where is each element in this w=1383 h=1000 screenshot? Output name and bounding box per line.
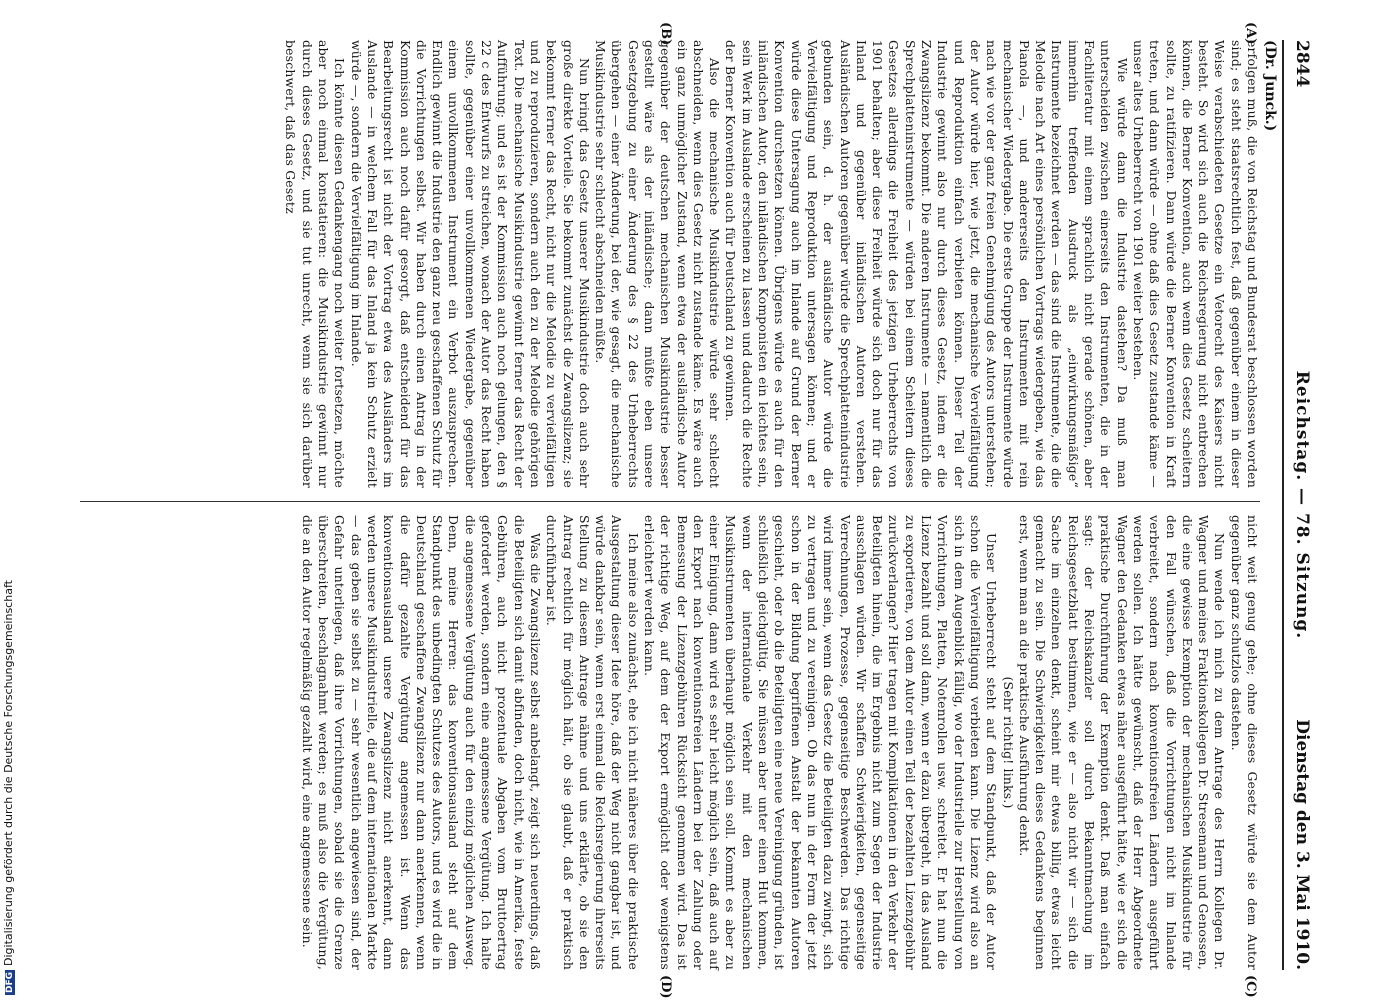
header-rule <box>1282 40 1284 970</box>
document-page <box>10 0 1320 1000</box>
left-column <box>282 40 1260 488</box>
margin-mark-c: (C) <box>1243 975 1258 998</box>
interjection: (Sehr richtig! links.) <box>1000 676 1016 809</box>
margin-mark-b: (B) <box>658 22 673 46</box>
page-header <box>1282 40 1312 970</box>
margin-mark-a: (A) <box>1243 22 1258 45</box>
page-number: 2844 <box>1292 40 1312 88</box>
digitization-footer <box>2 575 18 995</box>
margin-mark-d: (D) <box>658 975 673 999</box>
footer-text: Digitalisierung gefördert durch die Deutsche Forschungsgemeinschaft <box>2 580 15 966</box>
paragraph: Ich meine also zunächst, ehe ich nicht näheres über die praktische Ausgestaltung dieser Idee höre, daß der Weg nicht gangbar ist, und würde dankbar sein, wenn erst einmal die Reichsregierung ihrerseits Stellung zu diesem Antrage nähme und uns erklärte, ob sie den Antrag rechtlich für möglich hält, ob sie glaubt, daß er praktisch durchführbar ist. <box>544 515 641 970</box>
paragraph: nicht weit genug gehe; ohne dieses Gesetz würde sie dem Autor gegenüber ganz schutzlos dastehen. <box>1228 515 1260 970</box>
paragraph: Was die Zwangslizenz selbst anbelangt, zeigt sich neuerdings, daß die Beteiligten sich damit abfinden, doch nicht, wie in Amerika, feste Gebühren, auch nicht prozentuale Abgaben vom Bruttoertrag gefordert werden, sondern eine angemessene Vergütung. Ich halte die angemessene Vergütung auch für den einzig möglichen Ausweg. Denn, meine Herren: das konventionsausland steht auf dem Standpunkt des unbedingten Schutzes des Autors, und es wird die in Deutschland geschaffene Zwangslizenz nur dann anerkennen, wenn die dafür gezahlte Vergütung angemessen ist. Wenn das konventionsausland unsere Zwangslizenz nicht anerkennt, dann werden unsere Musikindustrielle, die auf dem internationalen Markte — das geben sie selbst zu — sehr wesentlich angewiesen sind, der Gefahr unterliegen, daß ihre Vorrichtungen, sobald sie die Grenze überschreiten, beschlagnahmt werden; es muß also die Vergütung, die an den Autor regelmäßig gezahlt wird, eine angemessene sein. <box>299 515 543 970</box>
right-column <box>298 515 1260 970</box>
paragraph: Wie würde dann die Industrie dastehen? Da muß man unterscheiden zwischen einerseits den Instrumenten, die in der Fachliteratur mit einem sprachlich nicht gerade schönen, aber immerhin treffenden Ausdruck als „einwirkungsmäßige“ Instrumente bezeichnet werden — das sind die Instrumente, die die Melodie nach Art eines persönlichen Vortrags wiedergeben, wie das Pianola —, und andererseits den Instrumenten mit rein mechanischer Wiedergabe. Die erste Gruppe der Instrumente würde nach wie vor der ganz freien Genehmigung des Autors unterstehen; der Autor würde hier, wie jetzt, die mechanische Vervielfältigung und Reproduktion einfach verbieten können. Dieser Teil der Industrie gewinnt also nur durch dieses Gesetz, indem er die Zwangslizenz bekommt. Die anderen Instrumente — namentlich die Sprechplatteninstrumente — würden bei einem Scheitern dieses Gesetzes allerdings die Freiheit des jetzigen Urheberrechts von 1901 behalten; aber diese Freiheit würde sich doch nur für das Inland und gegenüber inländischen Autoren verstehen. Ausländischen Autoren gegenüber würde die Sprechplattenindustrie gebunden sein, d. h. der ausländische Autor würde die Vervielfältigung und Reproduktion untersagen können; und er würde diese Untersagung auch im Inlande auf Grund der Berner Konvention durchsetzen können. Übrigens würde es auch für den inländischen Autor, den inländischen Komponisten ein leichtes sein, sein Werk im Auslande erscheinen zu lassen und dadurch die Rechte der Berner Konvention auch für Deutschland zu gewinnen. <box>723 40 1130 488</box>
paragraph: Nun wende ich mich zu dem Antrage des Herrn Kollegen Dr. Wagner und meines Fraktionskollegen Dr. Stresemann und Genossen, die eine gewisse Exemption der mechanischen Musikindustrie für den Fall wünschen, daß die Vorrichtungen nicht im Inlande verbreitet, sondern nach konventionsfreien Ländern ausgeführt werden sollen. Ich hätte gewünscht, daß der Herr Abgeordnete Wagner den Gedanken etwas näher ausgeführt hätte, wie er sich die praktische Durchführung der Exemption denkt. Daß man einfach sagt: der Reichskanzler soll durch Bekanntmachung im Reichsgesetzblatt bestimmen, wie er — also nicht wir — sich die Sache im einzelnen denkt, scheint mir etwas billig, etwas leicht gemacht zu sein. Die Schwierigkeiten dieses Gedankens beginnen erst, wenn man an die praktische Ausführung denkt. <box>1016 515 1228 970</box>
paragraph: Also die mechanische Musikindustrie würde sehr schlecht abschneiden, wenn dies Gesetz nicht zustande käme. Es wäre auch ein ganz unmöglicher Zustand, wenn etwa der ausländische Autor gegenüber der deutschen mechanischen Musikindustrie besser gestellt wäre als der inländische; dann müßte eben unsere Gesetzgebung zu einer Änderung des § 22 des Urheberrechts übergehen — einer Änderung, bei der, wie gesagt, die mechanische Musikindustrie sehr schlecht abschneiden müßte. <box>593 40 723 488</box>
paragraph: Ich könnte diesen Gedankengang noch weiter fortsetzen, möchte aber noch einmal konstatieren: die Musikindustrie gewinnt nur durch dieses Gesetz, und sie tut unrecht, wenn sie sich darüber beschwert, daß das Gesetz <box>283 40 348 488</box>
session-date: Dienstag den 3. Mai 1910. <box>1292 719 1312 970</box>
paragraph: erfolgen muß, die von Reichstag und Bundesrat beschlossen worden sind; es steht staatsrechtlich fest, daß gegenüber einem in dieser Weise verabschiedeten Gesetze ein Vetorecht des Kaisers nicht besteht. So wird sich auch die Reichsregierung nicht entbrechen können, die Berner Konvention, auch wenn dies Gesetz scheitern sollte, zu ratifizieren. Dann würde die Berner Konvention in Kraft treten, und dann würde — ohne daß dies Gesetz zustande käme — unser altes Urheberrecht von 1901 weiter bestehen. <box>1130 40 1260 488</box>
paragraph: Nun bringt das Gesetz unserer Musikindustrie doch auch sehr große direkte Vorteile. Sie bekommt zunächst die Zwangslizenz; sie bekommt ferner das Recht, nicht nur die Melodie zu vervielfältigen und zu reproduzieren, sondern auch den zu der Melodie gehörigen Text. Die mechanische Musikindustrie gewinnt ferner das Recht der Aufführung; und es ist der Kommission auch noch gelungen, den § 22 c des Entwurfs zu streichen, wonach der Autor das Recht haben sollte, gegenüber einer unvollkommenen Wiedergabe, gegenüber einem unvollkommenen Instrument ein Verbot auszusprechen. Endlich gewinnt die Industrie den ganz neu geschaffenen Schutz für die Vorrichtungen selbst. Wir haben durch einen Antrag in der Kommission auch noch dafür gesorgt, daß entscheidend für das Bearbeitungsrecht ist nicht der Vortrag etwa des Ausländers im Auslande — in welchem Fall für das Inland ja kein Schutz erzielt würde —, sondern die Vervielfältigung im Inlande. <box>348 40 592 488</box>
speaker-name: (Dr. Junck.) <box>1262 40 1278 132</box>
page-title: Reichstag. — 78. Sitzung. <box>1292 370 1312 640</box>
dfg-logo: DFG <box>5 971 15 993</box>
paragraph: Unser Urheberrecht steht auf dem Standpunkt, daß der Autor schon die Vervielfältigung verbieten kann. Die Lizenz wird also an sich in dem Augenblick fällig, wo der Industrielle zur Herstellung von Vorrichtungen, Platten, Notenrollen usw. schreitet. Er hat nun die Lizenz bezahlt und soll dann, wenn er dazu übergeht, in das Ausland zu exportieren, von dem Autor einen Teil der bezahlten Lizenzgebühr zurückverlangen? Hier tragen mit Komplikationen in den Verkehr der Beteiligten hinein, die im Ergebnis nicht zum Segen der Industrie ausschlagen würden. Wir schaffen Schwierigkeiten, gegenseitige Verrechnungen, Prozesse, gegenseitige Beschwerden. Das richtige wird immer sein, wenn das Gesetz die Beteiligten dazu zwingt, sich zu vertragen und zu vereinigen. Ob das nun in der Form der jetzt schon in der Bildung begriffenen Anstalt der bekannten Autoren geschieht, oder ob die Beteiligten eine neue Vereinigung gründen, ist schließlich gleichgültig. Sie müssen aber unter einen Hut kommen, wenn der internationale Verkehr mit den mechanischen Musikinstrumenten überhaupt möglich sein soll. Kommt es aber zu einer Einigung, dann wird es sehr leicht möglich sein, daß auch auf den Export nach konventionsfreien Ländern bei der Zahlung oder Bemessung der Lizenzgebühren Rücksicht genommen wird. Das ist der richtige Weg, auf dem der Export ermöglicht oder wenigstens erleichtert werden kann. <box>642 515 1000 970</box>
column-divider <box>80 501 1260 502</box>
